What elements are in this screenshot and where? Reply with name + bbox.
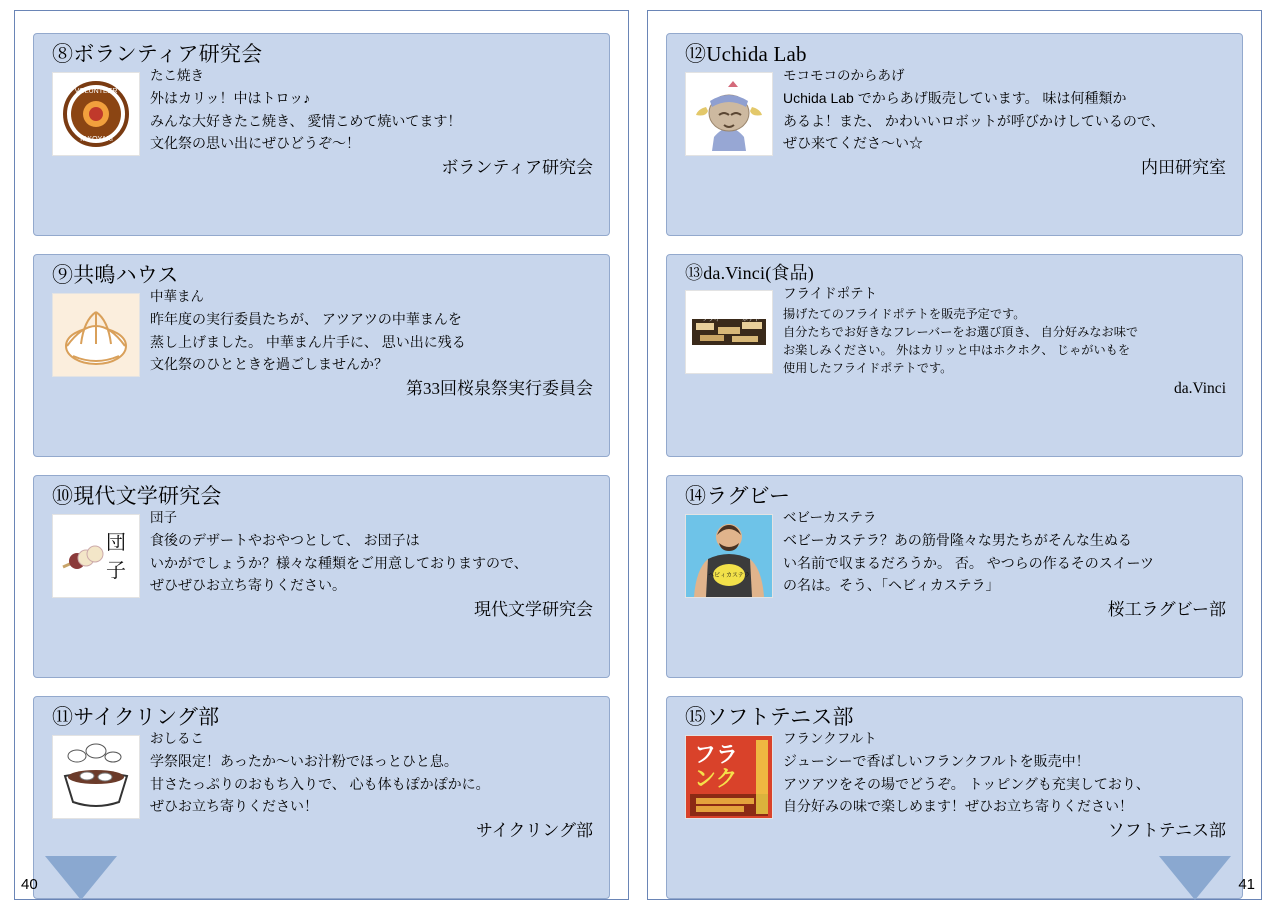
booth-card-8 <box>33 33 610 236</box>
booth-desc-line: ぜひ来てくださ～い☆ <box>783 135 923 152</box>
booth-credit: サイクリング部 <box>475 821 593 841</box>
booth-title: ⑪サイクリング部 <box>52 705 220 729</box>
booth-text <box>783 286 1230 378</box>
svg-text:ヘビィカステラ: ヘビィカステラ <box>708 573 750 580</box>
svg-text:フラ: フラ <box>694 742 739 768</box>
page-number-right: 41 <box>1238 876 1255 893</box>
booth-title: ⑮ソフトテニス部 <box>685 705 854 729</box>
booth-desc-line: ベビーカステラ？あの筋骨隆々な男たちがそんな生ぬる <box>783 532 1132 549</box>
booth-desc-line: いかがでしょうか？様々な種類をご用意しておりますので、 <box>150 554 528 571</box>
page-corner-decoration <box>45 856 117 900</box>
booth-text <box>783 510 1230 597</box>
fried-potato-image <box>685 290 773 374</box>
booth-desc-line: みんな大好きたこ焼き、 愛情こめて焼いてます！ <box>150 112 462 129</box>
booth-item-name: フライドポテト <box>783 285 878 301</box>
booth-title: ⑨共鳴ハウス <box>52 263 179 287</box>
booth-card-11 <box>33 696 610 899</box>
booth-desc-line: 使用したフライドポテトです。 <box>783 361 953 376</box>
svg-text:子: 子 <box>106 560 126 583</box>
booth-title: ⑫Uchida Lab <box>685 42 807 66</box>
booth-desc-line: い名前で収まるだろうか。 否。 やつらの作るそのスイーツ <box>783 554 1154 571</box>
booth-item-name: モコモコのからあげ <box>783 68 905 84</box>
muscle-man-image <box>685 514 773 598</box>
booth-desc-line: 文化祭のひとときを過ごしませんか？ <box>150 356 388 373</box>
booth-desc-line: お楽しみください。 外はカリッと中はホクホク、 じゃがいもを <box>783 343 1131 358</box>
booth-card-13 <box>666 254 1243 457</box>
booth-desc-line: 自分たちでお好きなフレーバーをお選び頂き、 自分好みなお味で <box>783 324 1139 339</box>
svg-text:ンク: ンク <box>694 766 738 792</box>
booth-desc-line: 自分好みの味で楽しめます！ぜひお立ち寄りください！ <box>783 798 1133 815</box>
booth-item-name: たこ焼き <box>150 68 204 84</box>
booth-desc-line: 蒸し上げました。 中華まん片手に、 思い出に残る <box>150 333 466 350</box>
booth-desc-line: 文化祭の思い出にぜひどうぞ～！ <box>150 135 360 152</box>
booth-credit: 内田研究室 <box>1141 158 1226 178</box>
booth-desc-line: 外はカリッ！中はトロッ♪ <box>150 90 311 107</box>
booth-item-name: 中華まん <box>150 289 204 305</box>
booth-desc-line: ぜひぜひお立ち寄りください。 <box>150 577 346 594</box>
booth-body <box>46 289 597 377</box>
booth-body <box>46 68 597 156</box>
booth-desc-line: 学祭限定！あったか～いお汁粉でほっとひと息。 <box>150 753 458 770</box>
booth-desc-line: アツアツをその場でどうぞ。 トッピングも充実しており、 <box>783 775 1150 792</box>
booth-body <box>679 731 1230 819</box>
oshiruko-bowl-image <box>52 735 140 819</box>
takoyaki-logo-image <box>52 72 140 156</box>
booth-desc-line: 昨年度の実行委員たちが、 アツアツの中華まんを <box>150 311 462 328</box>
booth-desc-line: の名は。そう、「ヘビィカステラ」 <box>783 577 1000 594</box>
booth-text <box>783 68 1230 155</box>
booth-credit: 現代文学研究会 <box>474 600 593 620</box>
booth-credit: 桜工ラグビー部 <box>1107 600 1226 620</box>
booth-body <box>679 510 1230 598</box>
dango-image <box>52 514 140 598</box>
booth-desc-line: 揚げたてのフライドポテトを販売予定です。 <box>783 306 1026 321</box>
booth-credit: ボランティア研究会 <box>441 158 593 178</box>
booth-desc-line: 食後のデザートやおやつとして、 お団子は <box>150 532 420 549</box>
booth-text <box>150 510 597 597</box>
booth-desc-line: ジューシーで香ばしいフランクフルトを販売中！ <box>783 753 1090 770</box>
booth-item-name: おしるこ <box>150 731 204 747</box>
booth-credit: 第33回桜泉祭実行委員会 <box>406 379 593 399</box>
booth-credit: ソフトテニス部 <box>1107 821 1226 841</box>
page-right <box>647 10 1262 900</box>
booth-desc-line: ぜひお立ち寄りください！ <box>150 798 318 815</box>
booth-title: ⑩現代文学研究会 <box>52 484 222 508</box>
booth-text <box>150 68 597 155</box>
svg-text:TAKOYAKI: TAKOYAKI <box>79 136 113 144</box>
booth-text <box>150 289 597 376</box>
booth-title: ⑬da.Vinci(食品) <box>685 263 814 283</box>
robot-character-image <box>685 72 773 156</box>
booth-desc-line: 甘さたっぷりのおもち入りで、 心も体もぽかぽかに。 <box>150 775 490 792</box>
steamed-bun-image <box>52 293 140 377</box>
svg-text:団: 団 <box>106 532 126 555</box>
booth-card-15 <box>666 696 1243 899</box>
booth-card-9 <box>33 254 610 457</box>
booth-body <box>679 68 1230 156</box>
booth-body <box>46 510 597 598</box>
booth-card-12 <box>666 33 1243 236</box>
booth-card-10 <box>33 475 610 678</box>
booth-card-14 <box>666 475 1243 678</box>
svg-text:フライ: フライ <box>702 316 720 323</box>
page-number-left: 40 <box>21 876 38 893</box>
page-left <box>14 10 629 900</box>
svg-text:ポテト: ポテト <box>742 316 761 323</box>
frank-poster-image <box>685 735 773 819</box>
booth-credit: da.Vinci <box>1173 379 1226 397</box>
booth-item-name: フランクフルト <box>783 731 877 747</box>
page-corner-decoration <box>1159 856 1231 900</box>
booth-body <box>679 286 1230 378</box>
booth-body <box>46 731 597 819</box>
booth-text <box>150 731 597 818</box>
booth-text <box>783 731 1230 818</box>
booth-title: ⑧ボランティア研究会 <box>52 42 263 66</box>
svg-text:VOLUNTEER: VOLUNTEER <box>74 88 118 96</box>
booth-desc-line: Uchida Lab でからあげ販売しています。 味は何種類か <box>783 90 1127 107</box>
booth-item-name: ベビーカステラ <box>783 510 877 526</box>
booth-desc-line: あるよ！また、 かわいいロボットが呼びかけしているので、 <box>783 112 1165 129</box>
booth-item-name: 団子 <box>150 510 177 526</box>
booth-title: ⑭ラグビー <box>685 484 791 508</box>
